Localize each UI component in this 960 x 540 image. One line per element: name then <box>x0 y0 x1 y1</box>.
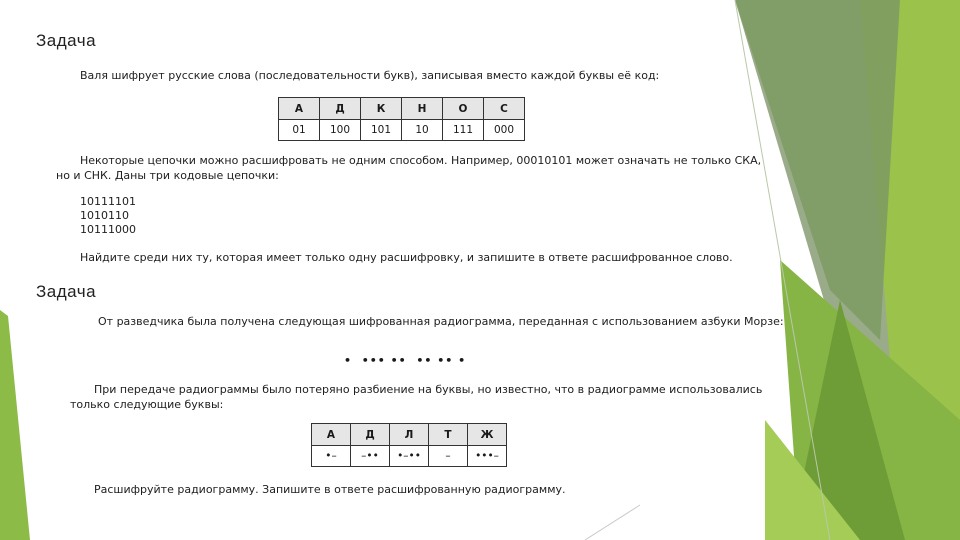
code-cell: 01 <box>279 120 320 141</box>
task1-question: Найдите среди них ту, которая имеет только одну расшифровку, и запишите в ответе расшифрованное слово. <box>80 251 733 264</box>
task1-intro: Валя шифрует русские слова (последовательности букв), записывая вместо каждой буквы её код: <box>80 69 660 82</box>
letter-cell: Н <box>402 98 443 120</box>
task2-codes-row <box>312 446 507 467</box>
morse-cell: •••– <box>468 446 507 467</box>
morse-cell: – <box>429 446 468 467</box>
code-cell: 100 <box>320 120 361 141</box>
task2-heading: Задача <box>36 282 97 301</box>
letter-cell: К <box>361 98 402 120</box>
morse-cell: •–•• <box>390 446 429 467</box>
task2-paragraph-line1: При передаче радиограммы было потеряно разбиение на буквы, но известно, что в радиограмме использовались <box>94 383 763 396</box>
code-cell: 101 <box>361 120 402 141</box>
letter-cell: Д <box>351 424 390 446</box>
task1-heading: Задача <box>36 31 97 50</box>
morse-code-table <box>311 423 507 467</box>
morse-message: • ••• •• •• •• • <box>344 354 467 367</box>
task2-letters-row <box>312 424 507 446</box>
letter-cell: Т <box>429 424 468 446</box>
task2-intro: От разведчика была получена следующая шифрованная радиограмма, переданная с использованием азбуки Морзе: <box>98 315 784 328</box>
morse-cell: –•• <box>351 446 390 467</box>
code-cell: 111 <box>443 120 484 141</box>
code-chain: 10111000 <box>80 223 136 236</box>
task1-codes-row <box>279 120 525 141</box>
code-chain: 10111101 <box>80 195 136 208</box>
code-chain: 1010110 <box>80 209 129 222</box>
task1-paragraph-line1: Некоторые цепочки можно расшифровать не одним способом. Например, 00010101 может означать не только СКА, <box>80 154 762 167</box>
task2-paragraph-line2: только следующие буквы: <box>70 398 224 411</box>
letter-cell: С <box>484 98 525 120</box>
letter-cell: Ж <box>468 424 507 446</box>
code-cell: 000 <box>484 120 525 141</box>
task2-question: Расшифруйте радиограмму. Запишите в ответе расшифрованную радиограмму. <box>94 483 566 496</box>
code-cell: 10 <box>402 120 443 141</box>
letter-cell: А <box>312 424 351 446</box>
letter-cell: О <box>443 98 484 120</box>
task1-letters-row <box>279 98 525 120</box>
morse-cell: •– <box>312 446 351 467</box>
letter-cell: Д <box>320 98 361 120</box>
task1-code-table <box>278 97 525 141</box>
letter-cell: Л <box>390 424 429 446</box>
letter-cell: А <box>279 98 320 120</box>
task1-paragraph-line2: но и СНК. Даны три кодовые цепочки: <box>56 169 279 182</box>
